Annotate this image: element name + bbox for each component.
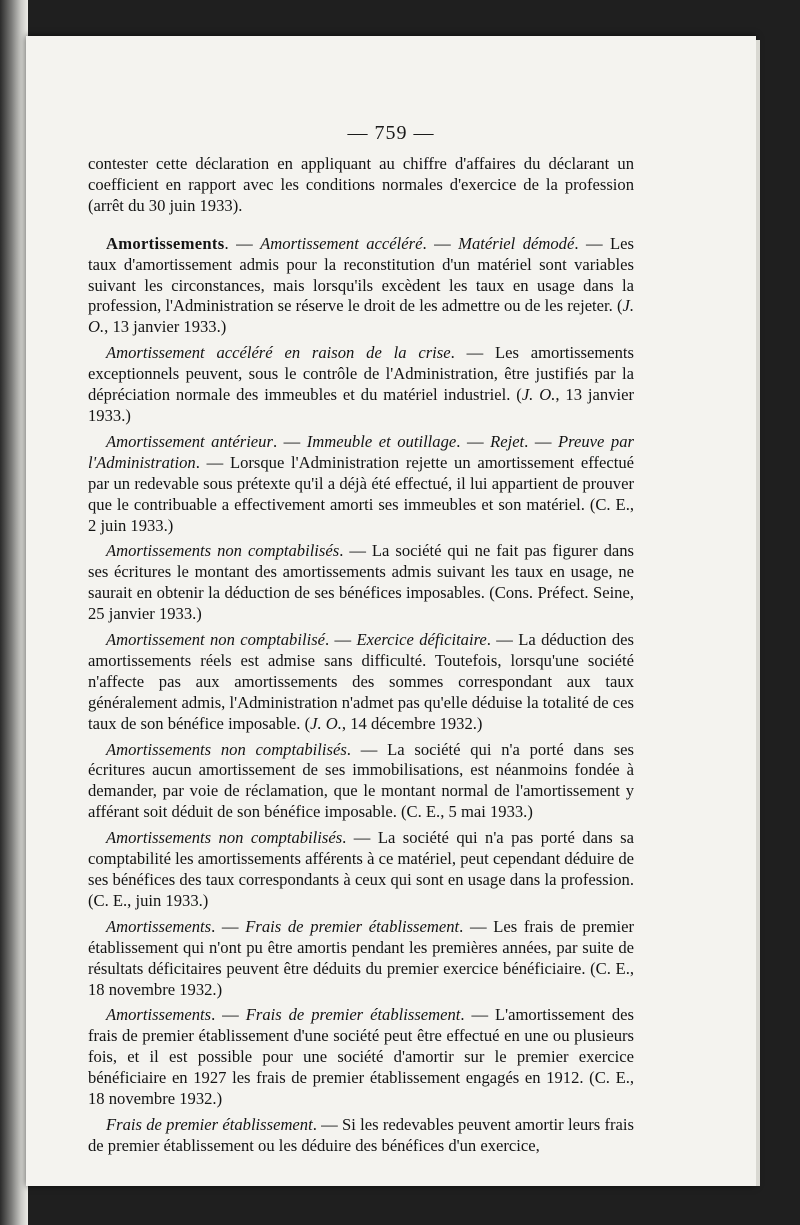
body-text: . —	[211, 916, 246, 936]
body-text: , 13 janvier 1933.)	[88, 385, 634, 425]
entry-title: Frais de premier établissement	[245, 1005, 461, 1025]
body-text: . —	[272, 431, 307, 451]
entry-title: Rejet	[490, 431, 525, 451]
body-text: . — La société qui n'a porté dans ses écritures aucun amortissement de ses immobilisations, est néanmoins fondée à demander, par voie de réclamation, que le montant normal de l'amortissement y afférant soit déduit de son bénéfice imposable. (C. E., 5 mai 1933.)	[88, 739, 634, 822]
body-text: , 14 décembre 1932.)	[341, 713, 483, 733]
paragraph-continuation	[88, 154, 634, 217]
body-text: . — Les taux d'amortissement admis pour la reconstitution d'un matériel sont variables suivant les circonstances, mais lorsqu'ils excèdent les taux en usage dans la profession, l'Administration se réserve le droit de les admettre ou de les rejeter. (	[88, 233, 634, 316]
entry-title: Amortissements non comptabilisés	[106, 828, 343, 848]
paragraph-entry	[88, 630, 634, 735]
body-text: . —	[325, 630, 357, 650]
entry-title: Matériel démodé	[458, 233, 575, 253]
entry-title: J. O.	[88, 296, 634, 337]
body-text: . — Les frais de premier établissement qui n'ont pu être amortis pendant les premières années, par suite de résultats déficitaires peuvent être déduits du premier exercice bénéficiaire. (C. E., 18 novembre 1932.)	[88, 916, 635, 999]
entry-title: Immeuble et outillage	[306, 431, 457, 451]
body-text: . — L'amortissement des frais de premier établissement d'une société peut être effectué en une ou plusieurs fois, et il est possible pour une société d'amortir sur le premier exercice bénéficiaire en 1927 les frais de premier établissement engagés en 1912. (C. E., 18 novembre 1932.)	[88, 1005, 634, 1109]
book-page	[26, 36, 756, 1186]
paragraph-entry	[88, 432, 634, 537]
entry-title: J. O.	[521, 385, 556, 405]
paragraph-entry	[88, 343, 634, 427]
entry-title: Amortissement accéléré	[260, 233, 423, 253]
body-text: . —	[422, 233, 459, 253]
entry-title: Amortissements	[106, 1005, 212, 1025]
paragraph-entry	[88, 828, 634, 912]
body-text: . — La déduction des amortissements réels est admise sans difficulté. Toutefois, lorsqu'une société n'affecte pas aux amortissements des sommes correspondant aux taux généralement admis, l'Administration n'admet pas qu'elle déduise la totalité de ces taux de son bénéfice imposable. (	[88, 630, 634, 733]
entry-title: Exercice déficitaire	[356, 630, 487, 650]
page-body-text	[88, 154, 634, 1162]
paragraph-entry	[88, 740, 634, 824]
body-text: . — La société qui n'a pas porté dans sa comptabilité les amortissements afférents à ce matériel, peut cependant déduire de ses bénéfices des taux correspondants à ceux qui sont en usage dans la profession. (C. E., juin 1933.)	[88, 828, 634, 910]
paragraph-entry	[88, 1115, 634, 1157]
paragraph-entry	[88, 917, 634, 1001]
paragraph-entry	[88, 1005, 634, 1110]
entry-title: Amortissements	[106, 916, 212, 936]
entry-title: Preuve par l'Administration	[88, 431, 634, 472]
paragraph-entry	[88, 234, 634, 339]
page-number: — 759 —	[347, 122, 435, 144]
entry-title: Amortissement non comptabilisé	[106, 630, 326, 650]
body-text: . — Les amortissements exceptionnels peuvent, sous le contrôle de l'Administration, être justifiés par la dépréciation normale des immeubles et du matériel industriel. (	[88, 343, 634, 405]
entry-title: Frais de premier établissement	[106, 1114, 313, 1134]
entry-title: J. O.	[310, 713, 342, 733]
paragraph-entry	[88, 541, 634, 625]
body-text: . —	[456, 431, 491, 451]
body-text: . —	[524, 431, 558, 451]
adjacent-page-edge	[0, 0, 28, 1225]
body-text: . —	[224, 233, 261, 253]
page-edge	[756, 40, 760, 1186]
entry-title: Amortissement antérieur	[106, 431, 273, 451]
entry-title: Amortissement accéléré en raison de la crise	[106, 343, 451, 363]
entry-title: Amortissements non comptabilisés	[106, 739, 347, 759]
body-text: contester cette déclaration en appliquant au chiffre d'affaires du déclarant un coefficient en rapport avec les conditions normales d'exercice de la profession (arrêt du 30 juin 1933).	[88, 154, 634, 215]
section-heading: Amortissements	[106, 233, 225, 253]
entry-title: Amortissements non comptabilisés	[106, 541, 340, 561]
entry-title: Frais de premier établissement	[245, 916, 460, 936]
body-text: . — La société qui ne fait pas figurer dans ses écritures le montant des amortissements admis suivant les taux en usage, ne saurait en obtenir la déduction de ses bénéfices imposables. (Cons. Préfect. Seine, 25 janvier 1933.)	[88, 541, 634, 624]
body-text: . —	[211, 1005, 246, 1025]
body-text: . — Lorsque l'Administration rejette un amortissement effectué par un redevable sous prétexte qu'il a déjà été effectué, il lui appartient de prouver que le contribuable a effectivement amorti ses immeubles et son matériel. (C. E., 2 juin 1933.)	[88, 452, 634, 535]
body-text: . — Si les redevables peuvent amortir leurs frais de premier établissement ou les déduire des bénéfices d'un exercice,	[88, 1114, 634, 1155]
body-text: , 13 janvier 1933.)	[104, 317, 227, 337]
